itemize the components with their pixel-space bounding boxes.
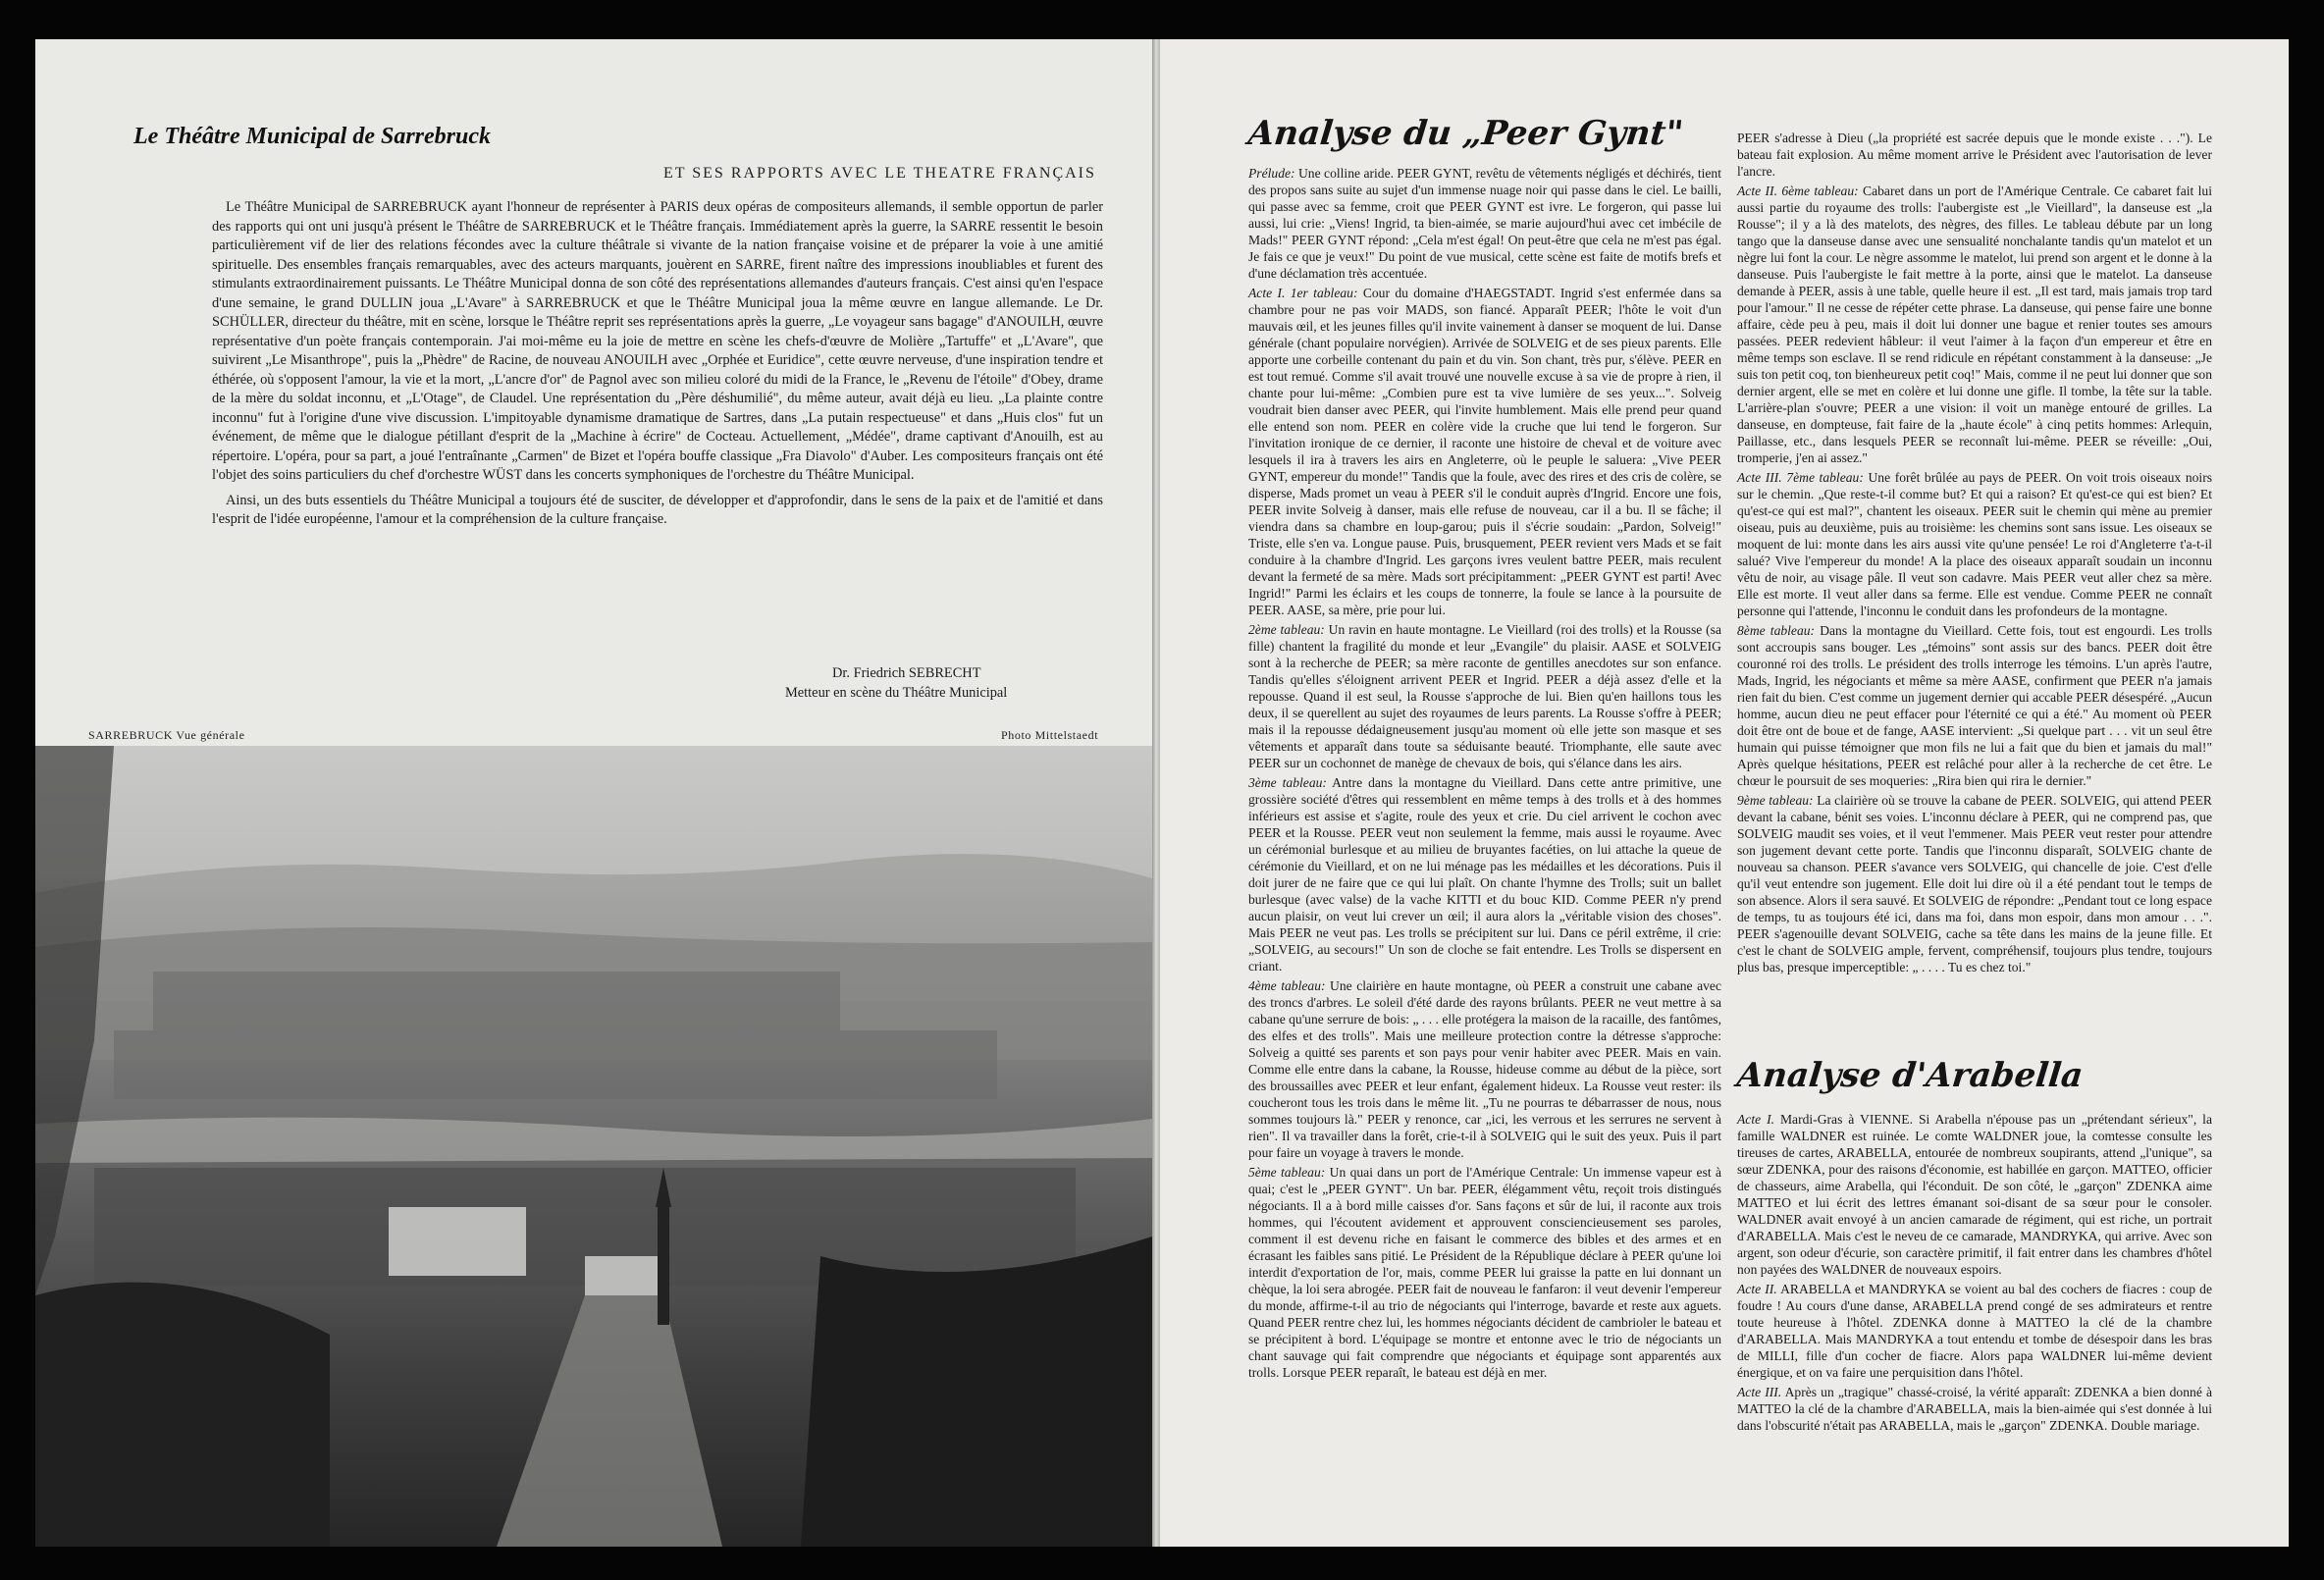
act-text: Une colline aride. PEER GYNT, revêtu de vêtements négligés et déchirés, tient des propos sans suite au sujet d'un immense nuage noir qui passe dans le ciel. Le bailli, qui passe avec sa femme, croit que PEER GYNT est ivre. Le forgeron, qui passe lui aussi, lui crie: „Viens! Ingrid, ta bien-aimée, se marie aujourd'hui avec cet imbécile de Mads!" PEER GYNT répond: „Cela m'est égal! On peut-être que cela ne m'est pas égal. Je fais ce que je veux!" Du point de vue musical, cette scène est faite de motifs brefs et d'une déclamation très accentuée. [1248, 166, 1721, 281]
act-text: Mardi-Gras à VIENNE. Si Arabella n'épouse pas un „prétendant sérieux", la famille WALDNER est ruinée. Le comte WALDNER joue, la comtesse consulte les tireuses de cartes, ARABELLA, entourée de nombreux soupirants, attend „l'unique", sa sœur ZDENKA, pour des raisons d'économie, est habillée en garçon. MATTEO, officier de chasseurs, aime Arabella, qui l'éconduit. De son côté, le „garçon" ZDENKA aime MATTEO et lui écrit des lettres émanant soi-disant de sa sœur pour le consoler. WALDNER avait envoyé à un ancien camarade de régiment, qui est riche, un portrait d'ARABELLA. Mais c'est le neveu de ce camarade, MANDRYKA, qui arrive. Avec son argent, son odeur d'écurie, son caractère primitif, il fait entrer dans les chambres d'hôtel non payées des WALDNER de nouveaux espoirs. [1737, 1112, 2212, 1277]
signature [722, 663, 1091, 703]
article-body [212, 198, 1103, 530]
page-gutter [1152, 39, 1160, 1547]
act-label: Acte II. 6ème tableau: [1737, 184, 1859, 198]
analysis-paragraph [1737, 183, 2212, 466]
act-text: Une clairière en haute montagne, où PEER a construit une cabane avec des troncs d'arbres. Le soleil d'été darde des rayons brûlants. PEER ne veut mettre à sa cabane qu'une serrure de bois: „ . . . elle protégera la maison de la racaille, des fantômes, des elfes et des trolls". Mais une meilleure protection contre la détresse s'approche: Solveig a quitté ses parents et son pays pour venir habiter avec PEER. Mais en vain. Comme elle entre dans la cabane, la Rousse, hideuse comme au début de la pièce, sort des broussailles avec PEER et leur enfant, également hideux. La Rousse veut rester: ils coucheront tous les trois dans le même lit. „Tu ne pourras te débarrasser de nous, nous sommes toujours là." PEER y renonce, car „ici, les verrous et les serrures ne servent à rien". Il va travailler dans la forêt, crie-t-il à SOLVEIG qui le suit des yeux. Puis il part pour faire un voyage à travers le monde. [1248, 978, 1721, 1160]
peer-gynt-column-1 [1248, 165, 1721, 1384]
analysis-paragraph [1737, 469, 2212, 619]
act-label: 5ème tableau: [1248, 1165, 1326, 1180]
panorama-illustration [35, 746, 1152, 1547]
analysis-paragraph [1248, 285, 1721, 618]
right-page [1160, 39, 2289, 1547]
act-label: Prélude: [1248, 166, 1295, 181]
act-text: ARABELLA et MANDRYKA se voient au bal des cochers de fiacres : coup de foudre ! Au cours d'une danse, ARABELLA prend congé de ses admirateurs et rentre toute heureuse à l'hôtel. ZDENKA donne à MATTEO la clé de la chambre d'ARABELLA. Mais MANDRYKA a tout entendu et tombe de désespoir dans les bras de MILLI, fille d'un cocher de fiacre. Alors papa WALDNER lui-même devient énergique, et on va faire une perquisition dans l'hôtel. [1737, 1282, 2212, 1380]
act-label: 3ème tableau: [1248, 775, 1327, 790]
act-label: Acte I. [1737, 1112, 1775, 1127]
act-label: 2ème tableau: [1248, 622, 1325, 637]
peer-gynt-column-2 [1737, 130, 2212, 978]
analysis-paragraph [1737, 1384, 2212, 1434]
photo-caption: SARREBRUCK Vue générale [88, 728, 245, 742]
act-label: Acte I. 1er tableau: [1248, 286, 1358, 300]
act-label: Acte II. [1737, 1282, 1777, 1296]
analysis-paragraph [1248, 621, 1721, 771]
analysis-paragraph [1737, 130, 2212, 180]
act-label: 8ème tableau: [1737, 623, 1816, 638]
analysis-paragraph [1248, 774, 1721, 974]
signature-role: Metteur en scène du Théâtre Municipal [785, 685, 1008, 701]
act-text: PEER s'adresse à Dieu („la propriété est sacrée depuis que le monde existe . . ."). Le bateau fait explosion. Au même moment arrive le Président avec l'autorisation de lever l'ancre. [1737, 131, 2212, 179]
act-label: Acte III. 7ème tableau: [1737, 470, 1864, 485]
left-page [35, 39, 1152, 1547]
act-text: Une forêt brûlée au pays de PEER. On voit trois oiseaux noirs sur le chemin. „Que reste-t-il comme but? Et qui a raison? Et qu'est-ce qui est bien? Et qu'est-ce qui est mal?", chantent les oiseaux. PEER suit le chemin qui mène au premier oiseau, puis au deuxième, puis au troisième: les chemins sont sans issue. Les oiseaux se moquent de lui: monte dans les airs aussi vite qu'une pensée! Le roi d'Angleterre t'a-t-il salué? Vive l'empereur du monde! A la place des oiseaux apparaît soudain un inconnu vêtu de noir, au visage pâle. Il veut son cadavre. Mais PEER veut aller chez sa mère. Elle est morte. Il veut aller dans sa ferme. Elle est vendue. Comme PEER ne connaît personne qui l'attende, l'inconnu le conduit dans les profondeurs de la montagne. [1737, 470, 2213, 618]
act-text: La clairière où se trouve la cabane de PEER. SOLVEIG, qui attend PEER devant la cabane, bénit ses voies. L'inconnu déclare à PEER, qui ne comprend pas, que SOLVEIG maudit ses voies, et il veut l'emmener. Mais PEER veut rester pour attendre son jugement devant cette porte. Tandis que l'inconnu disparaît, SOLVEIG chante de nouveau sa chanson. PEER s'avance vers SOLVEIG, qui chancelle de joie. C'est d'elle qu'il veut entendre son jugement. Elle doit lui dire où il a été pendant tout le temps de son absence. Alors il sera sauvé. Et SOLVEIG de répondre: „Pendant tout ce long espace de temps, tu as toujours été ici, dans ma foi, dans mon espoir, dans mon amour . . .". PEER s'agenouille devant SOLVEIG, cache sa tête dans les mains de la jeune fille. Et c'est le chant de SOLVEIG ample, fervent, compréhensif, toujours plus tendre, toujours plus bas, presque imperceptible: „ . . . . Tu es chez toi." [1737, 793, 2213, 974]
paragraph: Le Théâtre Municipal de SARREBRUCK ayant l'honneur de représenter à PARIS deux opéras de compositeurs allemands, il semble opportun de parler des rapports qui ont uni jusqu'à présent le Théâtre de SARREBRUCK et le Théâtre français. Immédiatement après la guerre, la SARRE ressentit le besoin particulièrement vif de lier des relations fécondes avec la culture théâtrale si vivante de la nation française voisine et de préparer la voie à une amitié spirituelle. Des ensembles français remarquables, avec des acteurs marquants, jouèrent en SARRE, firent naître des impressions inoubliables et furent des stimulants extraordinairement puissants. Le Théâtre Municipal donna de son côté des représentations allemandes d'auteurs français. C'est ainsi qu'en l'espace d'une semaine, le grand DULLIN joua „L'Avare" à SARREBRUCK et que le Théâtre Municipal joua la même œuvre en langue allemande. Le Dr. SCHÜLLER, directeur du théâtre, mit en scène, lorsque le Théâtre reprit ses représentations après la guerre, „Le voyageur sans bagage" d'ANOUILH, œuvre représentative d'un poète français contemporain. J'ai moi-même eu la joie de mettre en scène les chefs-d'œuvre de Molière „Tartuffe" et „L'Avare", que suivirent „Le Misanthrope", puis la „Phèdre" de Racine, de nouveau ANOUILH avec „Orphée et Euridice", cette œuvre nerveuse, d'une inspiration tendre et éthérée, où s'opposent l'amour, la vie et la mort, „L'ancre d'or" de Pagnol avec son milieu coloré du midi de la France, le „Revenu de l'étoile" d'Obey, drame de la mère du soldat inconnu, et „L'Otage", de Claudel. Une représentation du „Père déshumilié", du même auteur, avait déjà eu lieu. „La plainte contre inconnu" fut à l'origine d'une vive discussion. L'impitoyable dynamisme dramatique de Sartres, dans „La putain respectueuse" et dans „Huis clos" fut un événement, de même que le dialogue pétillant d'esprit de la „Machine à écrire" de Cocteau. Actuellement, „Médée", drame captivant d'Anouilh, est au répertoire. L'opéra, pour sa part, a joué l'entraînante „Carmen" de Bizet et l'opéra bouffe classique „Fra Diavolo" d'Auber. Les compositeurs français ont été l'objet des soins particuliers du chef d'orchestre WÜST dans les concerts symphoniques de l'orchestre du Théâtre Municipal. [212, 199, 1103, 483]
act-label: Acte III. [1737, 1385, 1782, 1399]
act-text: Un quai dans un port de l'Amérique Centrale: Un immense vapeur est à quai; c'est le „PEER GYNT". Un bar. PEER, élégamment vêtu, reçoit trois distingués négociants. Il a à bord mille caisses d'or. Sans façons et sûr de lui, il raconte aux trois hommes, qui l'écoutent avidement et approuvent consciencieusement ses paroles, comment il est devenu riche en faisant le commerce des bibles et des armes et en écrasant les faibles sans pitié. Le Président de la République déclare à PEER qu'une loi interdit d'exportation de l'or, mais, comme PEER lui graisse la patte en lui donnant un chèque, la loi sera abrogée. PEER fait de nouveau le fanfaron: il veut devenir l'empereur du monde, affirme-t-il au trio de négociants qui l'interroge, bavarde et reste aux aguets. Quand PEER rentre chez lui, les hommes négociants décident de cambrioler le bateau et se précipitent à bord. L'équipage se montre et entonne avec le trio de négociants un chant sauvage qui fait comprendre que négociants et équipage sont apparentés aux trolls. Lorsque PEER reparaît, le bateau est déjà en mer. [1248, 1165, 1721, 1380]
act-text: Cour du domaine d'HAEGSTADT. Ingrid s'est enfermée dans sa chambre pour ne pas voir MADS, son fiancé. Apparaît PEER; l'hôte le voit d'un mauvais œil, et les jeunes filles qu'il invite vainement à danser se moquent de lui. Danse générale (chant populaire norvégien). Arrivée de SOLVEIG et de ses pieux parents. Elle apporte une corbeille contenant du pain et du vin. Son chant, très pur, s'élève. PEER en est tout remué. Comme s'il avait trouvé une nouvelle excuse à sa vie de propre à rien, il chante pour lui-même: „Combien pure est ta vive lumière de ses yeux...". Solveig voudrait bien danser avec PEER, qui l'invite humblement. Mais elle prend peur quand elle entend son nom. PEER en colère vide la cruche que lui tend le forgeron. Sur l'invitation ironique de ce dernier, il raconte une histoire de cheval et de voiture avec lesquels il ira à travers les airs en Angleterre, où le peuple le saluera: „Vive PEER GYNT, empereur du monde!" Tandis que la foule, avec des rires et des cris de colère, se disperse, Mads promet un veau à PEER s'il le conduit auprès d'Ingrid. Encore une fois, PEER invite Solveig à danser, mais elle refuse de nouveau, car il a bu. Il se fâche; il viendra dans sa chambre en loup-garou; puis il s'écrie soudain: „Pardon, Solveig!" Triste, elle s'en va. Longue pause. Puis, brusquement, PEER revient vers Mads et se fait conduire à la chambre d'Ingrid. Les garçons ivres veulent battre PEER, mais reculent devant la fermeté de sa mère. Mads sort précipitamment: „PEER GYNT est parti! Avec Ingrid!" Parmi les éclairs et les coups de tonnerre, la foule se lance à la poursuite de PEER. AASE, sa mère, prie pour lui. [1248, 286, 1721, 617]
heading-peer-gynt: Analyse du „Peer Gynt" [1245, 114, 1686, 153]
heading-arabella: Analyse d'Arabella [1734, 1056, 2086, 1095]
act-text: Antre dans la montagne du Vieillard. Dans cette antre primitive, une grossière société d'êtres qui ressemblent en même temps à des trolls et à des hommes inférieurs est assise et s'agite, roule des yeux et crie. Du ciel arrivent le cochon avec PEER et la Rousse. PEER veut non seulement la femme, mais aussi le royaume. Avec un cérémonial burlesque et au milieu de bruyantes facéties, on lui attache la queue de cérémonie du Vieillard, et on ne lui ménage pas les médailles et les décorations. Puis il doit jurer de ne faire que ce qui lui plaît. On chante l'hymne des Trolls; suit un ballet burlesque (avec valse) de la vache KITTI et du bouc KID. Comme PEER n'y prend aucun plaisir, on veut lui crever un œil; il aura alors la „véritable vision des choses". Mais PEER ne veut pas. Les trolls se précipitent sur lui. Dans ce péril extrême, il crie: „SOLVEIG, au secours!" Un son de cloche se fait entendre. Les Trolls se dispersent en criant. [1248, 775, 1721, 974]
analysis-paragraph [1737, 622, 2212, 789]
paragraph: Ainsi, un des buts essentiels du Théâtre Municipal a toujours été de susciter, de développer et d'approfondir, dans le sens de la paix et de l'amitié et dans l'esprit de l'idée européenne, l'amour et la compréhension de la culture française. [212, 492, 1103, 527]
act-label: 9ème tableau: [1737, 793, 1814, 808]
signature-name: Dr. Friedrich SEBRECHT [832, 665, 981, 681]
city-panorama-photo [35, 746, 1152, 1547]
arabella-column [1737, 1111, 2212, 1437]
act-label: 4ème tableau: [1248, 978, 1326, 993]
act-text: Après un „tragique" chassé-croisé, la vérité apparaît: ZDENKA a bien donné à MATTEO la clé de la chambre d'ARABELLA, mais la bien-aimée qui s'est donnée à lui dans l'obscurité n'était pas ARABELLA, mais le „garçon" ZDENKA. Double mariage. [1737, 1385, 2212, 1433]
act-text: Un ravin en haute montagne. Le Vieillard (roi des trolls) et la Rousse (sa fille) chantent la fragilité du monde et leur „Evangile" du plaisir. AASE et SOLVEIG sont à la recherche de PEER; sa mère raconte de gentilles anecdotes sur son enfance. Tandis qu'elles s'éloignent arrivent PEER et Ingrid. PEER a déjà assez d'elle et la repousse. Quand il est seul, la Rousse s'approche de lui. Bien qu'en haillons tous les deux, il se querellent au sujet des royaumes de leurs parents. La Rousse s'offre à PEER; mais il la repousse dédaigneusement jusqu'au moment où elle jette son masque et ses vêtements et apparaît dans toute sa séduisante beauté. Triomphante, elle saute avec PEER sur un cochonnet de manège de chevaux de bois, qui s'élance dans les airs. [1248, 622, 1721, 770]
analysis-paragraph [1248, 977, 1721, 1161]
article-subtitle: ET SES RAPPORTS AVEC LE THEATRE FRANÇAIS [663, 165, 1096, 182]
act-text: Dans la montagne du Vieillard. Cette fois, tout est engourdi. Les trolls sont accroupis sans bouger. Les „témoins" sont assis sur des bancs. PEER doit être couronné roi des trolls. Le président des trolls interroge les témoins. L'un après l'autre, Mads, Ingrid, les négociants et même sa mère AASE, confirment que PEER n'a jamais rien fait du bien. C'est comme un jugement dernier qui accable PEER désespéré. „Aucun homme, aucun dieu ne peut effacer pour l'éternité ce qui a été." Au moment où PEER doit être ont de boue et de fange, AASE intervient: „Si quelque part . . . vit un seul être humain qui puisse témoigner que mon fils ne lui a fait que du bien et jamais du mal!" Après quelque hésitations, PEER est relâché pour aller à la recherche de cet être. Le chœur le poursuit de ses moqueries: „Rira bien qui rira le dernier." [1737, 623, 2212, 788]
photo-credit: Photo Mittelstaedt [1001, 728, 1099, 742]
analysis-paragraph [1737, 1111, 2212, 1278]
analysis-paragraph [1737, 792, 2212, 975]
article-title: Le Théâtre Municipal de Sarrebruck [133, 124, 491, 149]
analysis-paragraph [1737, 1281, 2212, 1381]
analysis-paragraph [1248, 1164, 1721, 1381]
act-text: Cabaret dans un port de l'Amérique Centrale. Ce cabaret fait lui aussi partie du royaume des trolls: l'aubergiste est „le Vieillard", la danseuse est „la Rousse"; il y a là des matelots, des nègres, des filles. Le tableau débute par un long tango que la danseuse danse avec une sensualité nonchalante tandis qu'un matelot et un nègre lui font la cour. Le nègre assomme le matelot, lui prend son argent et le donne à la danseuse. Puis l'aubergiste le fait mettre à la porte, ainsi que le matelot. La danseuse demande à PEER, assis à une table, quelle heure il est. „Il est tard, mais jamais trop tard pour l'amour." Il ne cesse de répéter cette phrase. La danseuse, qui pense faire une bonne affaire, cède peu à peu, mais il doit lui donner une bague et renier toutes ses amours passées. PEER redevient hâbleur: il veut l'aimer à la façon d'un empereur et être en même temps son esclave. Il se rend ridicule en répétant constamment à la danseuse: „Je suis ton petit coq, ton bienheureux petit coq!" Mais, comme il ne peut lui donner que son dernier argent, elle se met en colère et lui donne une gifle. Il tombe, la tête sur la table. L'arrière-plan s'ouvre; PEER a une vision: il voit un manège entouré de grilles. La danseuse, en dompteuse, fait faire de la „haute école" à cinq petits hommes: Arlequin, Paillasse, etc., dans lesquels PEER se reconnaît lui-même. PEER se réveille: „Oui, tromperie, j'en ai assez." [1737, 184, 2212, 465]
analysis-paragraph [1248, 165, 1721, 282]
